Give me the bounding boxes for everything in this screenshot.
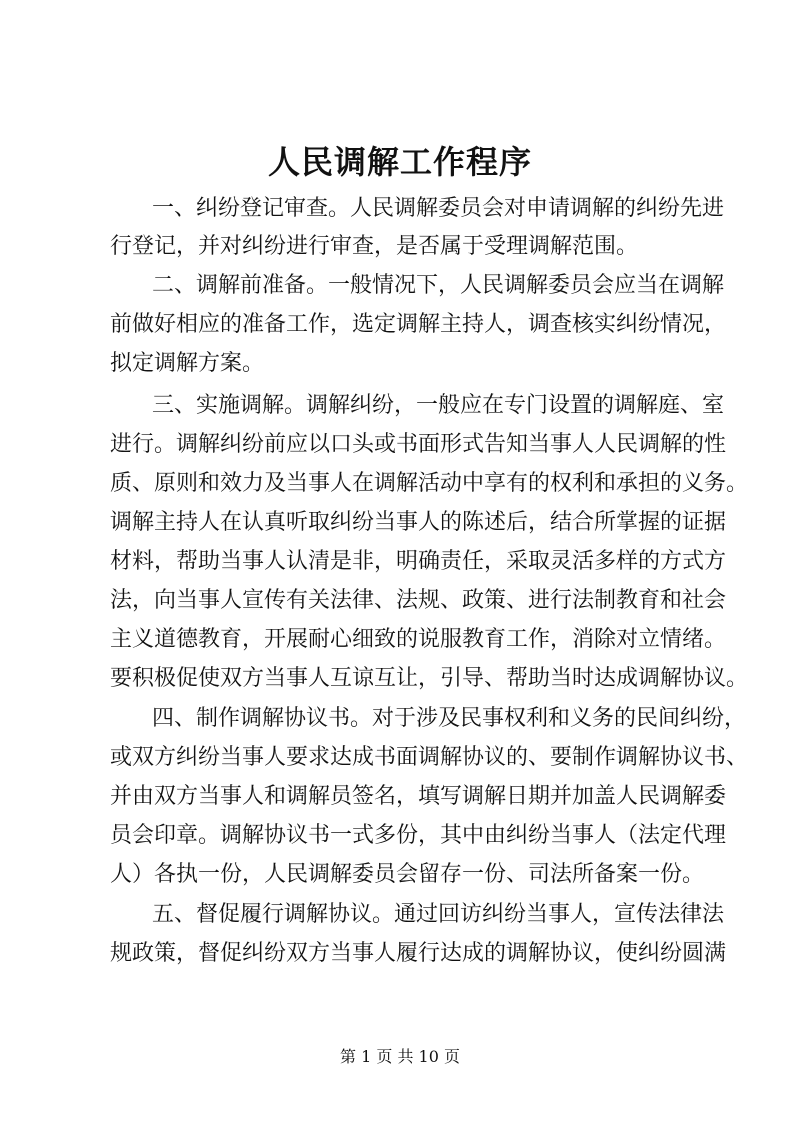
document-title: 人民调解工作程序 (267, 143, 532, 181)
paragraph-line: 或双方纠纷当事人要求达成书面调解协议的、要制作调解协议书、 (110, 745, 749, 770)
paragraph-line: 主义道德教育，开展耐心细致的说服教育工作，消除对立情绪。 (110, 627, 727, 652)
paragraph-line: 拟定调解方案。 (110, 351, 265, 376)
paragraph-line: 材料，帮助当事人认清是非，明确责任，采取灵活多样的方式方 (110, 549, 727, 574)
paragraph-line: 五、督促履行调解协议。通过回访纠纷当事人，宣传法律法 (152, 902, 725, 927)
paragraph-line: 人）各执一份，人民调解委员会留存一份、司法所备案一份。 (110, 862, 705, 887)
paragraph-line: 前做好相应的准备工作，选定调解主持人，调查核实纠纷情况， (110, 312, 727, 337)
paragraph-line: 要积极促使双方当事人互谅互让，引导、帮助当时达成调解协议。 (110, 666, 749, 691)
paragraph-line: 行登记，并对纠纷进行审查，是否属于受理调解范围。 (110, 234, 639, 259)
paragraph-line: 规政策，督促纠纷双方当事人履行达成的调解协议，使纠纷圆满 (110, 941, 727, 966)
paragraph-line: 并由双方当事人和调解员签名，填写调解日期并加盖人民调解委 (110, 784, 727, 809)
paragraph-line: 四、制作调解协议书。对于涉及民事权利和义务的民间纠纷， (152, 706, 747, 731)
paragraph-line: 法，向当事人宣传有关法律、法规、政策、进行法制教育和社会 (110, 588, 727, 613)
paragraph-line: 质、原则和效力及当事人在调解活动中享有的权利和承担的义务。 (110, 471, 749, 496)
paragraph-line: 员会印章。调解协议书一式多份，其中由纠纷当事人（法定代理 (110, 823, 727, 848)
paragraph-line: 进行。调解纠纷前应以口头或书面形式告知当事人人民调解的性 (110, 432, 727, 457)
page-number: 第 1 页 共 10 页 (340, 1047, 460, 1066)
paragraph-line: 调解主持人在认真听取纠纷当事人的陈述后，结合所掌握的证据 (110, 510, 727, 535)
paragraph-line: 一、纠纷登记审查。人民调解委员会对申请调解的纠纷先进 (152, 196, 725, 221)
paragraph-line: 二、调解前准备。一般情况下，人民调解委员会应当在调解 (152, 273, 725, 298)
paragraph-line: 三、实施调解。调解纠纷，一般应在专门设置的调解庭、室 (152, 393, 725, 418)
